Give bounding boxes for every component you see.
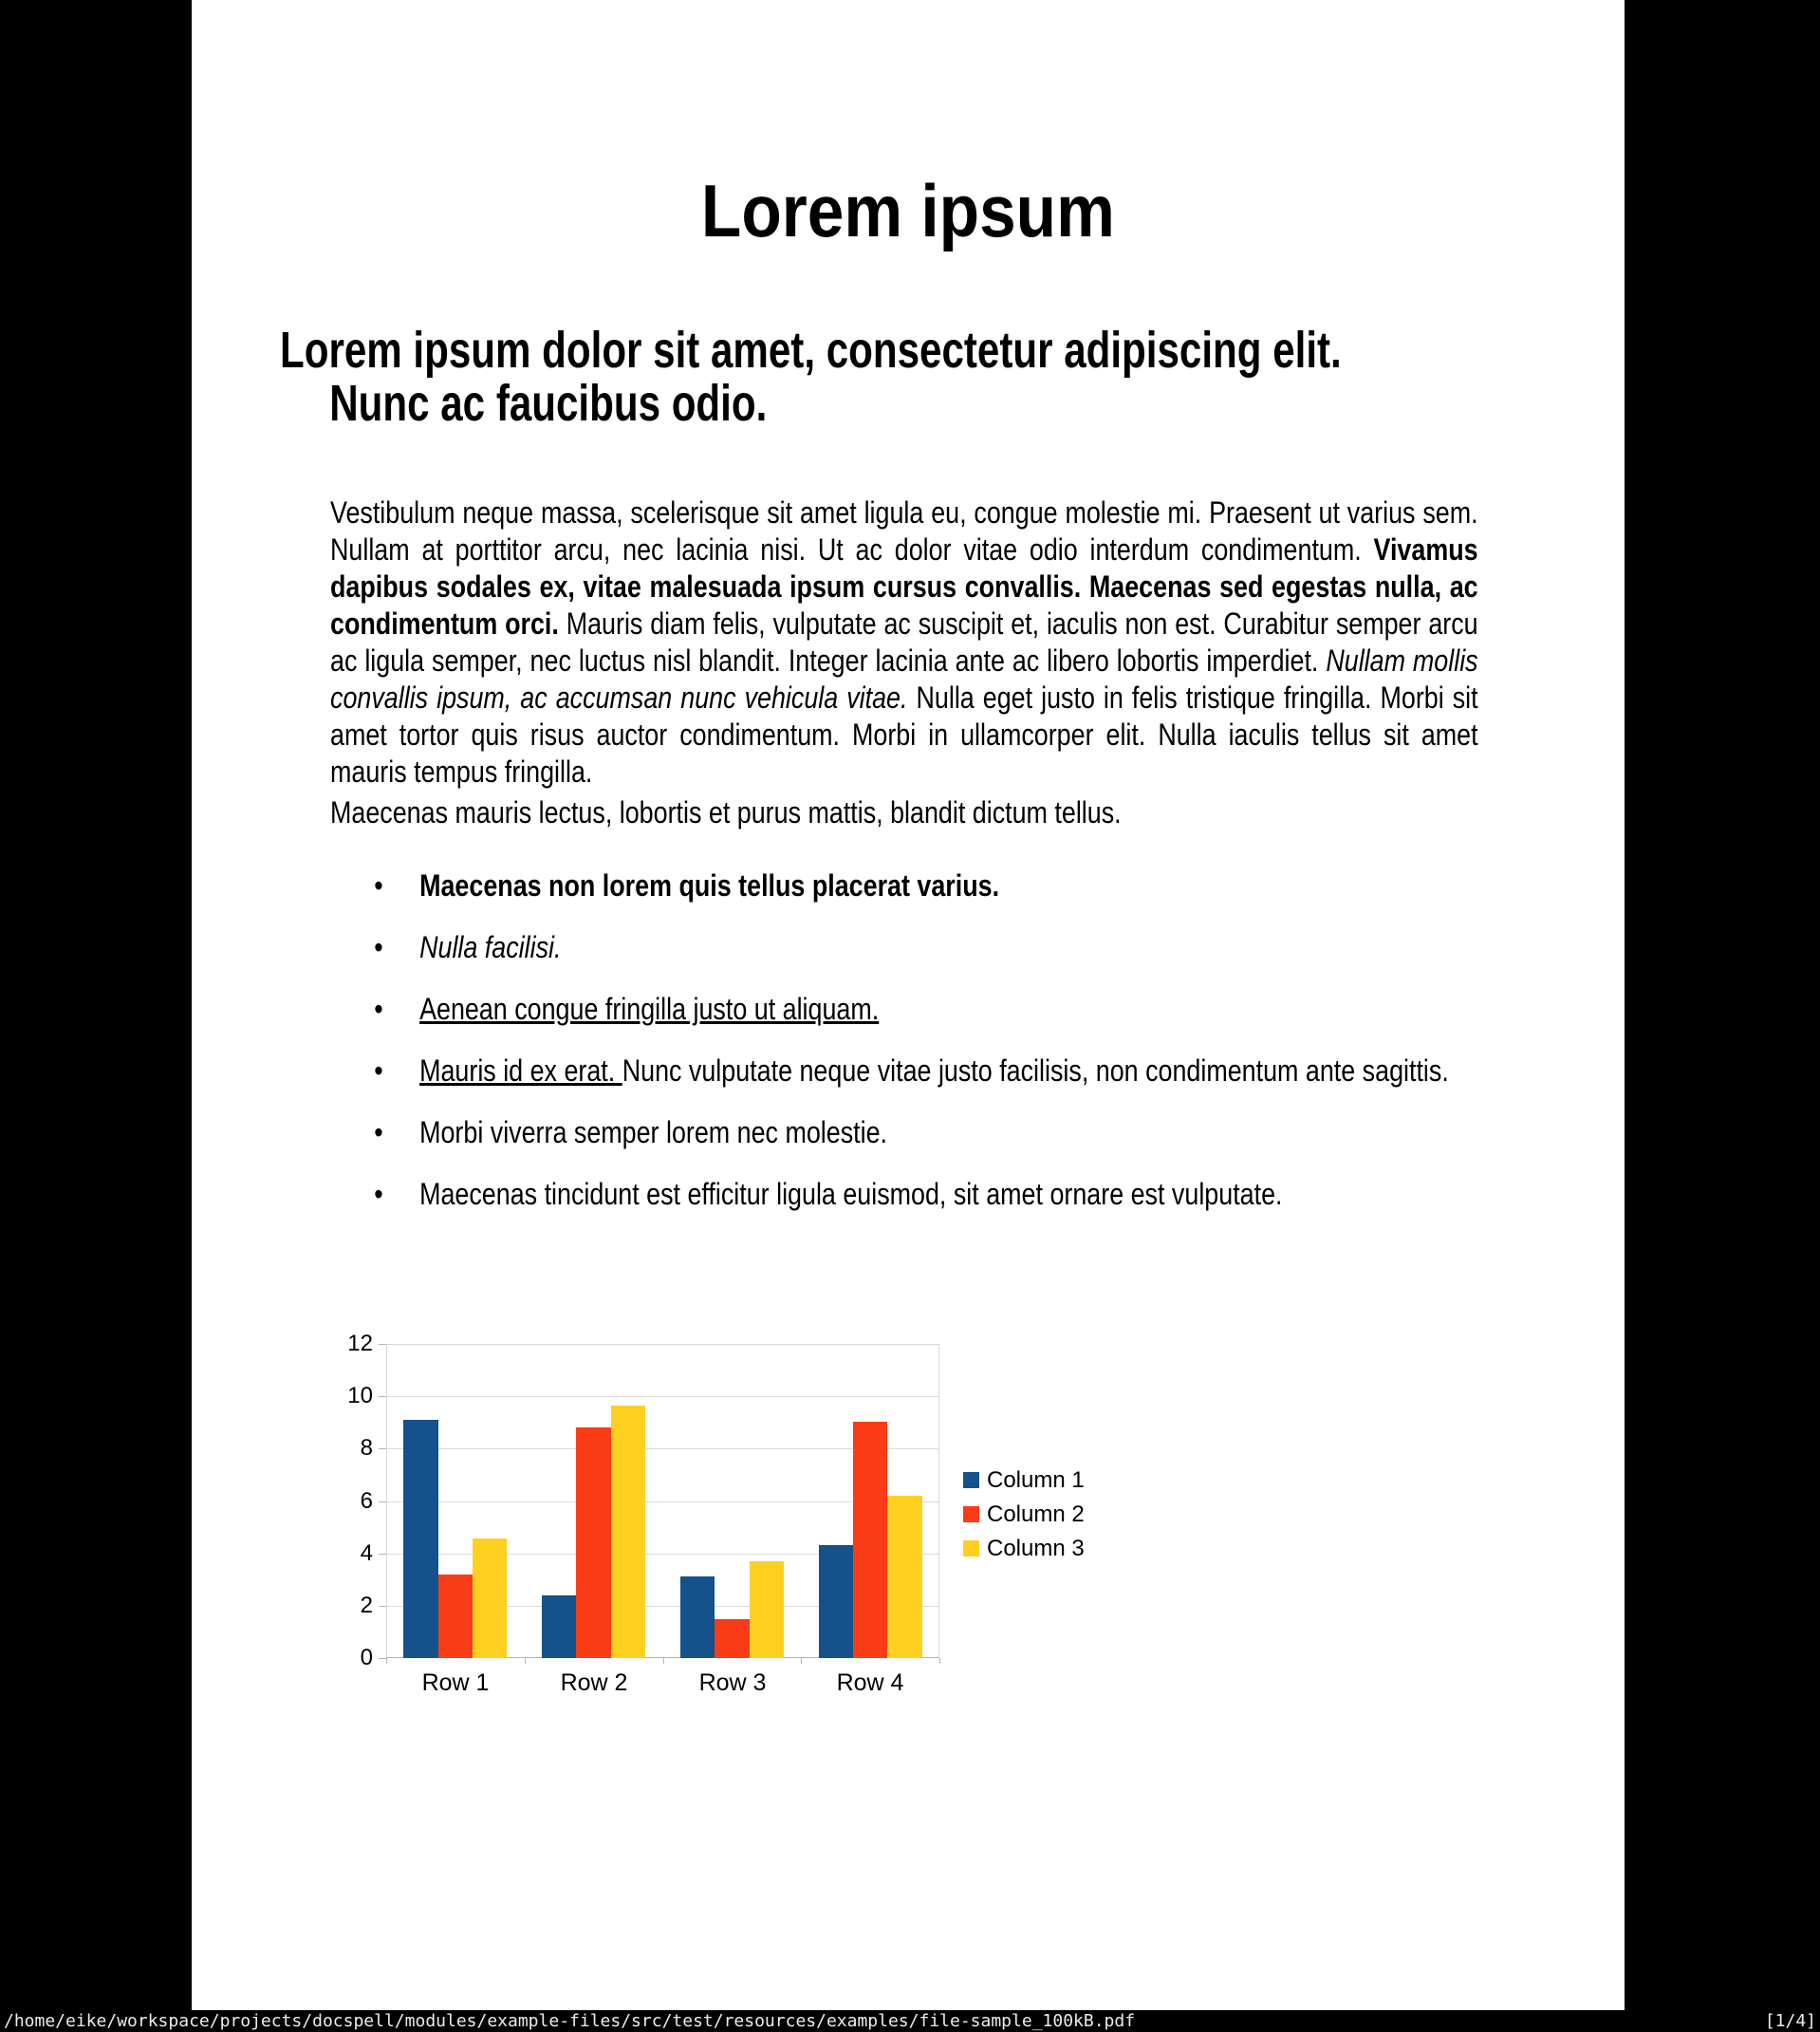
chart-x-tick (525, 1658, 526, 1664)
text-run: Nullam mollis convallis ipsum, ac accumsan nunc vehicula vitae. (330, 643, 1478, 715)
chart-bar (819, 1545, 853, 1658)
chart-bar (611, 1406, 645, 1658)
chart-x-tick (386, 1658, 387, 1664)
document-page[interactable] (192, 0, 1625, 2010)
chart-gridline (386, 1396, 939, 1397)
chart-bar (715, 1619, 749, 1658)
legend-label: Column 3 (987, 1536, 1085, 1561)
chart-bar (853, 1422, 887, 1658)
chart-category-label: Row 2 (560, 1669, 628, 1696)
text-run: Morbi viverra semper lorem nec molestie. (419, 1115, 888, 1149)
chart-category-label: Row 4 (836, 1669, 904, 1696)
legend-swatch (963, 1472, 979, 1488)
chart-category-label: Row 1 (421, 1669, 490, 1696)
text-run: Nulla eget justo in felis tristique fringilla. Morbi sit amet tortor quis risus auctor condimentum. Morbi in ullamcorper elit. Nulla iaculis tellus sit amet mauris tempus fringilla. (330, 680, 1478, 789)
text-run: Aenean congue fringilla justo ut aliquam. (419, 992, 880, 1026)
legend-label: Column 2 (987, 1501, 1085, 1527)
chart-bar (887, 1496, 921, 1658)
chart-y-tick-label: 2 (360, 1593, 373, 1618)
chart-y-tick-label: 6 (360, 1488, 373, 1514)
statusbar-page-indicator: [1/4] (1764, 2011, 1816, 2031)
chart-bar (403, 1420, 437, 1658)
chart-category-label: Row 3 (698, 1669, 767, 1696)
legend-label: Column 1 (987, 1467, 1085, 1493)
chart-y-tick (379, 1606, 386, 1607)
chart-y-tick-label: 12 (347, 1331, 373, 1356)
chart-x-tick (939, 1658, 940, 1664)
chart-y-tick-label: 4 (360, 1540, 373, 1566)
document-title: Lorem ipsum (701, 169, 1115, 252)
chart-bar (542, 1595, 576, 1658)
chart-y-tick (379, 1554, 386, 1555)
text-run: Vestibulum neque massa, scelerisque sit amet ligula eu, congue molestie mi. Praesent ut varius sem. Nullam at porttitor arcu, nec lacinia nisi. Ut ac dolor vitae odio interdum condimentum. (330, 495, 1478, 567)
text-run: Nulla facilisi. (419, 930, 562, 964)
chart-bar (473, 1538, 507, 1658)
section-heading-line1: Lorem ipsum dolor sit amet, consectetur adipiscing elit. (280, 322, 1342, 379)
text-run: Maecenas tincidunt est efficitur ligula euismod, sit amet ornare est vulputate. (419, 1177, 1283, 1211)
bar-chart (192, 0, 1625, 2010)
chart-bar (576, 1427, 610, 1658)
chart-y-tick-label: 10 (347, 1383, 373, 1408)
text-run: Mauris diam felis, vulputate ac suscipit et, iaculis non est. Curabitur semper arcu ac ligula semper, nec luctus nisl blandit. Integer lacinia ante ac libero lobortis imperdiet. (330, 606, 1478, 678)
chart-y-tick (379, 1448, 386, 1449)
legend-swatch (963, 1540, 979, 1557)
statusbar-file-path: /home/eike/workspace/projects/docspell/modules/example-files/src/test/resources/examples/file-sample_100kB.pdf (4, 2011, 1136, 2031)
chart-bar (438, 1575, 473, 1658)
chart-y-tick (379, 1501, 386, 1502)
chart-bar (750, 1561, 784, 1658)
chart-bar (680, 1576, 715, 1658)
chart-y-tick (379, 1396, 386, 1397)
intro-paragraph: Maecenas mauris lectus, lobortis et purus mattis, blandit dictum tellus. (330, 795, 1122, 830)
chart-x-tick (663, 1658, 664, 1664)
text-run: Nunc vulputate neque vitae justo facilisis, non condimentum ante sagittis. (622, 1053, 1449, 1088)
section-heading-line2: Nunc ac faucibus odio. (329, 375, 768, 432)
chart-y-tick-label: 0 (360, 1645, 373, 1670)
text-run: Mauris id ex erat. (419, 1053, 622, 1088)
chart-y-tick-label: 8 (360, 1435, 373, 1461)
chart-y-tick (379, 1658, 386, 1659)
chart-y-tick (379, 1344, 386, 1345)
viewer-statusbar (0, 2010, 1820, 2032)
chart-x-tick (801, 1658, 802, 1664)
text-run: Maecenas non lorem quis tellus placerat varius. (419, 868, 1000, 903)
legend-swatch (963, 1506, 979, 1522)
text-run: Vivamus dapibus sodales ex, vitae malesuada ipsum cursus convallis. Maecenas sed egestas nulla, ac condimentum orci. (330, 532, 1478, 641)
